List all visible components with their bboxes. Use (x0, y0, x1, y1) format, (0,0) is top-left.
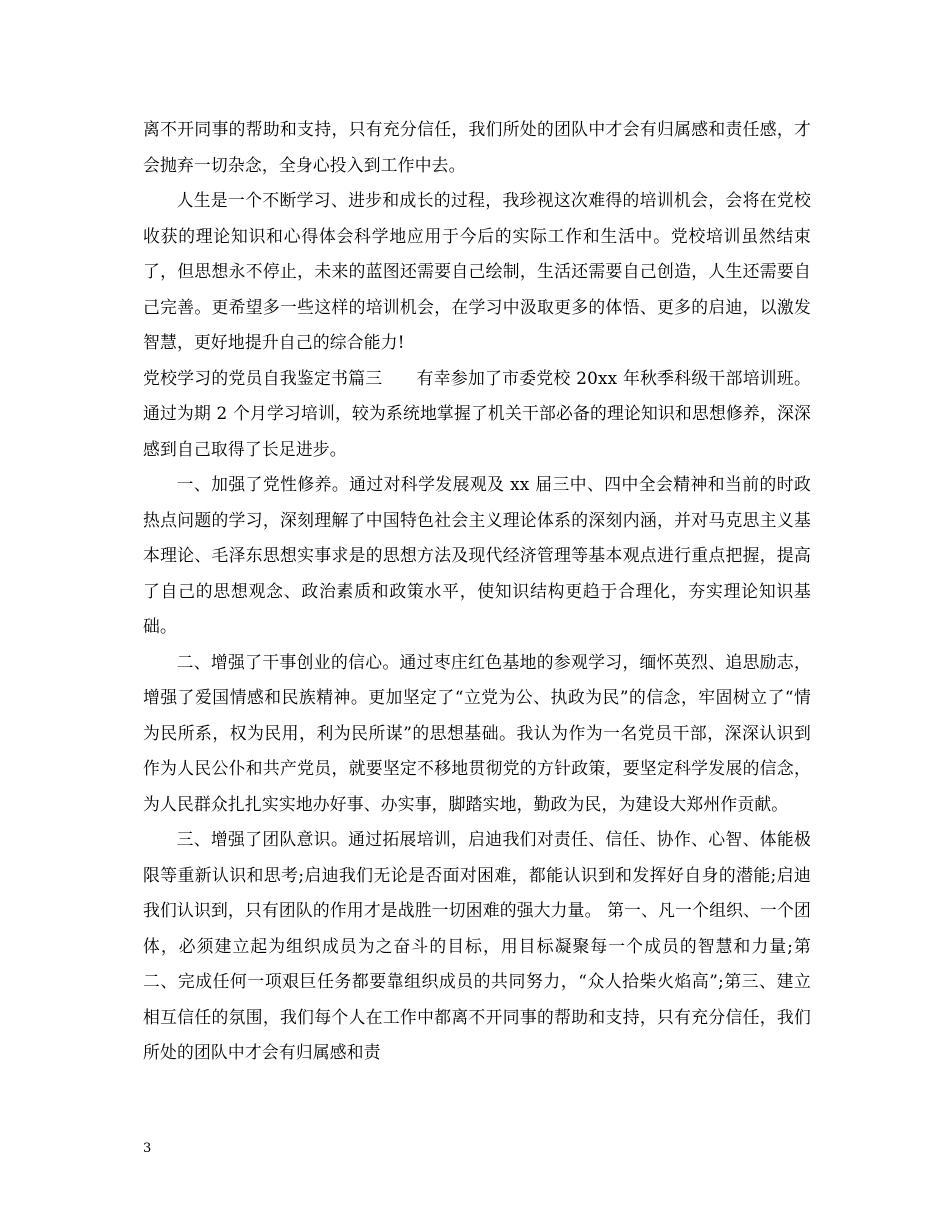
paragraph-career-confidence: 二、增强了干事创业的信心。通过枣庄红色基地的参观学习，缅怀英烈、追思励志，增强了爱国情感和民族精神。更加坚定了“立党为公、执政为民”的信念，牢固树立了“情为民所系，权为民用，利为民所谋”的思想基础。我认为作为一名党员干部，深深认识到作为人民公仆和共产党员，就要坚定不移地贯彻党的方针政策，要坚定科学发展的信念，为人民群众扎扎实实地办好事、办实事，脚踏实地，勤政为民，为建设大郑州作贡献。 (143, 651, 811, 814)
paragraph-team-awareness: 三、增强了团队意识。通过拓展培训，启迪我们对责任、信任、协作、心智、体能极限等重新认识和思考;启迪我们无论是否面对困难，都能认识到和发挥好自身的潜能;启迪我们认识到，只有团队的作用才是战胜一切困难的强大力量。 第一、凡一个组织、一个团体，必须建立起为组织成员为之奋斗的目标，用目标凝聚每一个成员的智慧和力量;第二、完成任何一项艰巨任务都要靠组织成员的共同努力，“众人拾柴火焰高”;第三、建立相互信任的氛围，我们每个人在工作中都离不开同事的帮助和支持，只有充分信任，我们所处的团队中才会有归属感和责 (143, 829, 811, 1062)
paragraph-continuation: 离不开同事的帮助和支持，只有充分信任，我们所处的团队中才会有归属感和责任感，才会抛弃一切杂念，全身心投入到工作中去。 (143, 119, 811, 175)
paragraph-party-spirit: 一、加强了党性修养。通过对科学发展观及 xx 届三中、四中全会精神和当前的时政热点问题的学习，深刻理解了中国特色社会主义理论体系的深刻内涵，并对马克思主义基本理论、毛泽东思想实事求是的思想方法及现代经济管理等基本观点进行重点把握，提高了自己的思想观念、政治素质和政策水平，使知识结构更趋于合理化，夯实理论知识基础。 (143, 474, 811, 636)
paragraph-section-three-intro: 党校学习的党员自我鉴定书篇三 有幸参加了市委党校 20xx 年秋季科级干部培训班。通过为期 2 个月学习培训，较为系统地掌握了机关干部必备的理论知识和思想修养，深深感到自己取得了长足进步。 (143, 367, 811, 459)
document-body (143, 112, 811, 1071)
paragraph-training-reflection: 人生是一个不断学习、进步和成长的过程，我珍视这次难得的培训机会，会将在党校收获的理论知识和心得体会科学地应用于今后的实际工作和生活中。党校培训虽然结束了，但思想永不停止，未来的蓝图还需要自己绘制，生活还需要自己创造，人生还需要自己完善。更希望多一些这样的培训机会，在学习中汲取更多的体悟、更多的启迪，以激发智慧，更好地提升自己的综合能力! (143, 190, 811, 352)
page-number: 3 (143, 1141, 152, 1156)
